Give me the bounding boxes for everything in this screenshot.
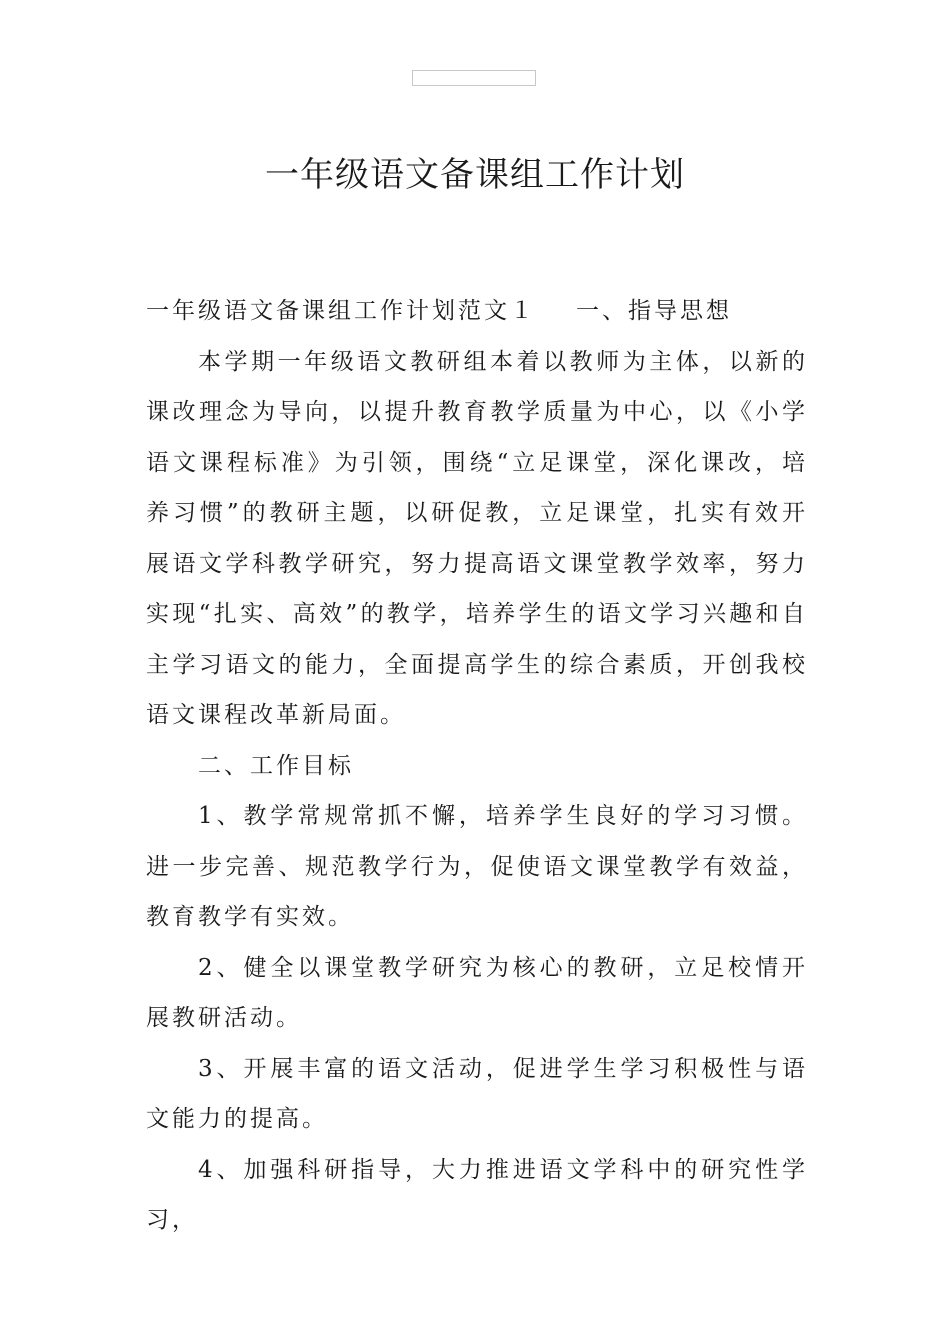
header-box [412,70,536,86]
section-heading-guiding-thought: 一、指导思想 [576,298,732,324]
paragraph-guiding-thought: 本学期一年级语文教研组本着以教师为主体，以新的课改理念为导向，以提升教育教学质量为中心，以《小学语文课程标准》为引领，围绕“立足课堂，深化课改，培养习惯”的教研主题，以研促教，立足课堂，扎实有效开展语文学科教学研究，努力提高语文课堂教学效率，努力实现“扎实、高效”的教学，培养学生的语文学习兴趣和自主学习语文的能力，全面提高学生的综合素质，开创我校语文课程改革新局面。 [146,348,808,728]
intro-line [146,286,808,337]
paragraph-goal-4: 4、加强科研指导，大力推进语文学科中的研究性学习， [146,1156,808,1233]
section-heading-work-goals: 二、工作目标 [198,752,354,779]
subtitle: 一年级语文备课组工作计划范文１ [146,298,536,324]
paragraph-goal-1: 1、教学常规常抓不懈，培养学生良好的学习习惯。进一步完善、规范教学行为，促使语文课堂教学有效益，教育教学有实效。 [146,803,808,930]
document-title: 一年级语文备课组工作计划 [265,155,685,195]
paragraph-goal-3: 3、开展丰富的语文活动，促进学生学习积极性与语文能力的提高。 [146,1055,808,1132]
paragraph-goal-2: 2、健全以课堂教学研究为核心的教研，立足校情开展教研活动。 [146,954,808,1031]
document-body [146,286,808,1246]
